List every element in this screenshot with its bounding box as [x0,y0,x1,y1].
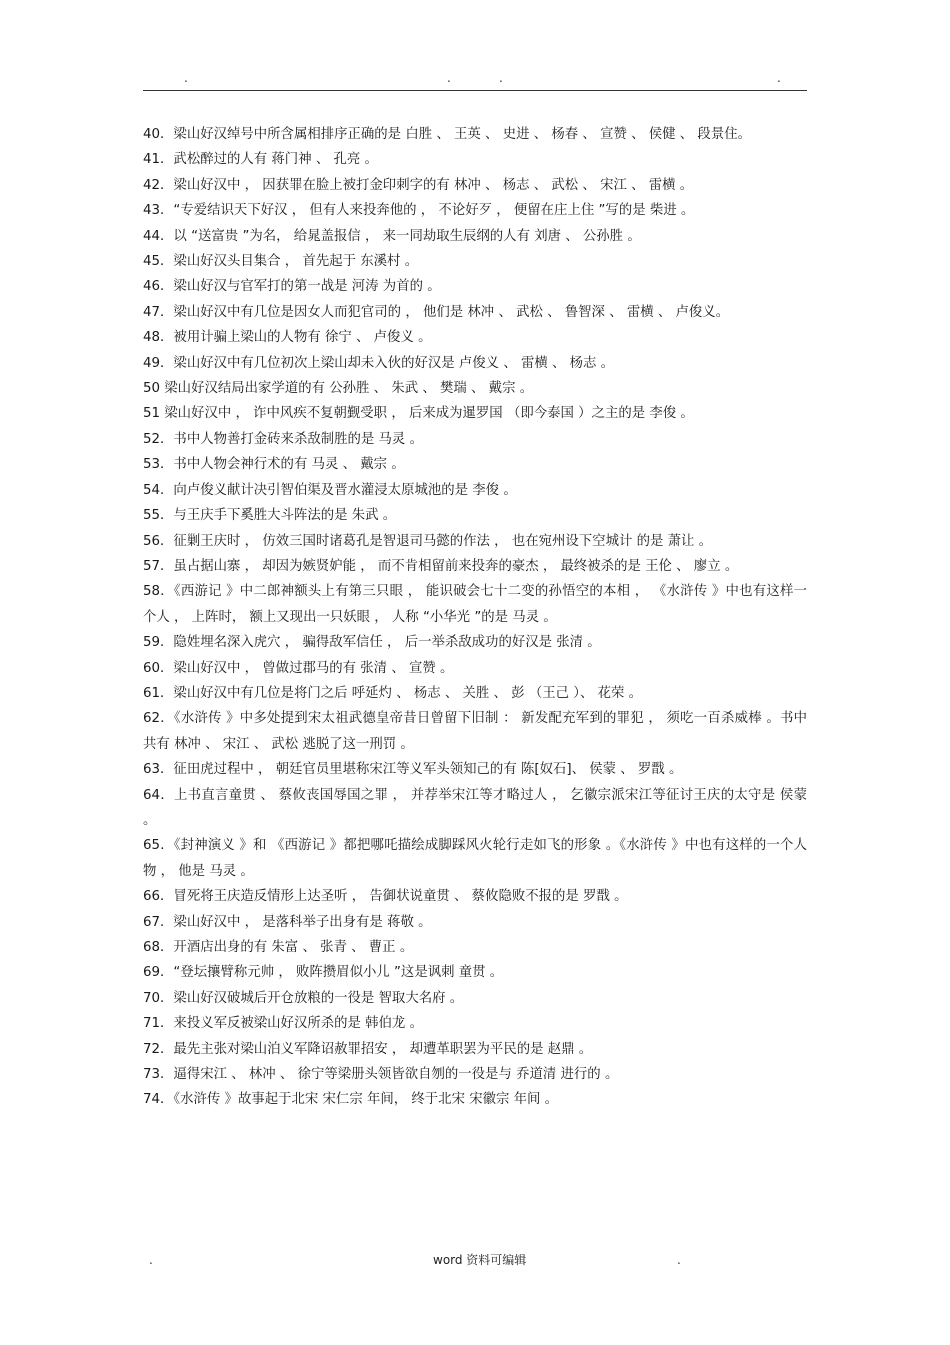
header-dot: . [777,71,781,85]
question-item: 62．《水浒传 》中多处提到宋太祖武德皇帝昔日曾留下旧制 ： 新发配充军到的罪犯 ， 须吃一百杀威棒 。书中共有 林冲 、 宋江 、 武松 逃脱了这一刑罚 。 [143,711,807,752]
question-item: 72．最先主张对梁山泊义军降诏赦罪招安 ， 却遭革职罢为平民的是 赵鼎 。 [143,1041,593,1057]
question-item: 48．被用计骗上梁山的人物有 徐宁 、 卢俊义 。 [143,330,432,346]
question-list [143,122,807,1113]
question-item: 52．书中人物善打金砖来杀敌制胜的是 马灵 。 [143,431,423,447]
question-item: 60．梁山好汉中 ， 曾做过郡马的有 张清 、 宣赞 。 [143,660,454,676]
question-item: 64．上书直言童贯 、 蔡攸丧国辱国之罪 ， 并荐举宋江等才略过人 ， 乞徽宗派宋江等征讨王庆的太守是 侯蒙 。 [143,787,807,828]
question-item: 50 梁山好汉结局出家学道的有 公孙胜 、 朱武 、 樊瑞 、 戴宗 。 [143,381,534,397]
question-item: 45．梁山好汉头目集合 ， 首先起于 东溪村 。 [143,254,419,270]
question-item: 59．隐姓埋名深入虎穴 ， 骗得敌军信任 ， 后一举杀敌成功的好汉是 张清 。 [143,635,601,651]
page-footer [143,1250,807,1270]
question-item: 63．征田虎过程中 ， 朝廷官员里堪称宋江等义军头领知己的有 陈[奴石]、 侯蒙 、 罗戬 。 [143,762,683,778]
question-item: 73．逼得宋江 、 林冲 、 徐宁等梁册头领皆欲自刎的一役是与 乔道清 进行的 。 [143,1067,619,1083]
question-item: 68．开酒店出身的有 朱富 、 张青 、 曹正 。 [143,940,414,955]
question-item: 43．“专爱结识天下好汉 ， 但有人来投奔他的 ， 不论好歹 ， 便留在庄上住 ”写的是 柴进 。 [143,203,695,219]
question-item: 71．来投义军反被梁山好汉所杀的是 韩伯龙 。 [143,1016,423,1032]
question-item: 65．《封神演义 》和 《西游记 》都把哪吒描绘成脚踩风火轮行走如飞的形象 。《水浒传 》中也有这样的一个人物 ， 他是 马灵 。 [143,838,807,879]
question-item: 74．《水浒传 》故事起于北宋 宋仁宗 年间， 终于北宋 宋徽宗 年间 。 [143,1092,559,1108]
question-item: 57．虽占据山寨 ， 却因为嫉贤妒能 ， 而不肯相留前来投奔的豪杰 ， 最终被杀的是 王伦 、 廖立 。 [143,558,739,574]
question-item: 49．梁山好汉中有几位初次上梁山却未入伙的好汉是 卢俊义 、 雷横 、 杨志 。 [143,355,615,371]
question-item: 67．梁山好汉中 ， 是落科举子出身有是 蒋敬 。 [143,914,432,930]
question-item: 58．《西游记 》中二郎神额头上有第三只眼 ， 能识破会七十二变的孙悟空的本相 ， 《水浒传 》中也有这样一个人 ， 上阵时， 额上又现出一只妖眼 ， 人称 “小华光 ”的是 马灵 。 [143,584,807,625]
question-item: 51 梁山好汉中 ， 诈中风疾不复朝觐受职 ， 后来成为暹罗国 （即今泰国 ）之主的是 李俊 。 [143,406,694,422]
question-item: 40．梁山好汉绰号中所含属相排序正确的是 白胜 、 王英 、 史进 、 杨春 、 宣赞 、 侯健 、 段景住。 [143,127,751,142]
question-item: 66．冒死将王庆造反情形上达圣听 ， 告御状说童贯 、 蔡攸隐败不报的是 罗戬 。 [143,889,628,905]
question-item: 70．梁山好汉破城后开仓放粮的一役是 智取大名府 。 [143,990,464,1006]
header-dot: . [499,71,503,85]
footer-dot: . [149,1253,153,1267]
question-item: 55．与王庆手下奚胜大斗阵法的是 朱武 。 [143,508,397,524]
question-item: 61．梁山好汉中有几位是将门之后 呼延灼 、 杨志 、 关胜 、 彭 （王己 ）、 花荣 。 [143,685,643,701]
header-dot: . [184,71,188,85]
question-item: 54．向卢俊义献计决引智伯渠及晋水灌浸太原城池的是 李俊 。 [143,482,517,498]
footer-dot: . [677,1253,681,1267]
header-dot: . [447,71,451,85]
question-item: 42．梁山好汉中 ， 因获罪在脸上被打金印刺字的有 林冲 、 杨志 、 武松 、 宋江 、 雷横 。 [143,177,694,193]
question-item: 56．征剿王庆时 ， 仿效三国时诸葛孔是智退司马懿的作法 ， 也在宛州设下空城计 的是 萧让 。 [143,533,713,549]
question-item: 53．书中人物会神行术的有 马灵 、 戴宗 。 [143,457,405,473]
question-item: 46．梁山好汉与官军打的第一战是 河涛 为首的 。 [143,279,441,295]
page-header [143,70,807,91]
question-item: 47．梁山好汉中有几位是因女人而犯官司的 ， 他们是 林冲 、 武松 、 鲁智深 、 雷横 、 卢俊义。 [143,304,730,320]
question-item: 44．以 “送富贵 ”为名， 给晁盖报信 ， 来一同劫取生辰纲的人有 刘唐 、 公孙胜 。 [143,228,641,244]
footer-text: word 资料可编辑 [433,1253,527,1267]
question-item: 69．“登坛攘臂称元帅 ， 败阵攒眉似小儿 ”这是讽刺 童贯 。 [143,965,504,981]
question-item: 41．武松醉过的人有 蒋门神 、 孔亮 。 [143,152,378,168]
